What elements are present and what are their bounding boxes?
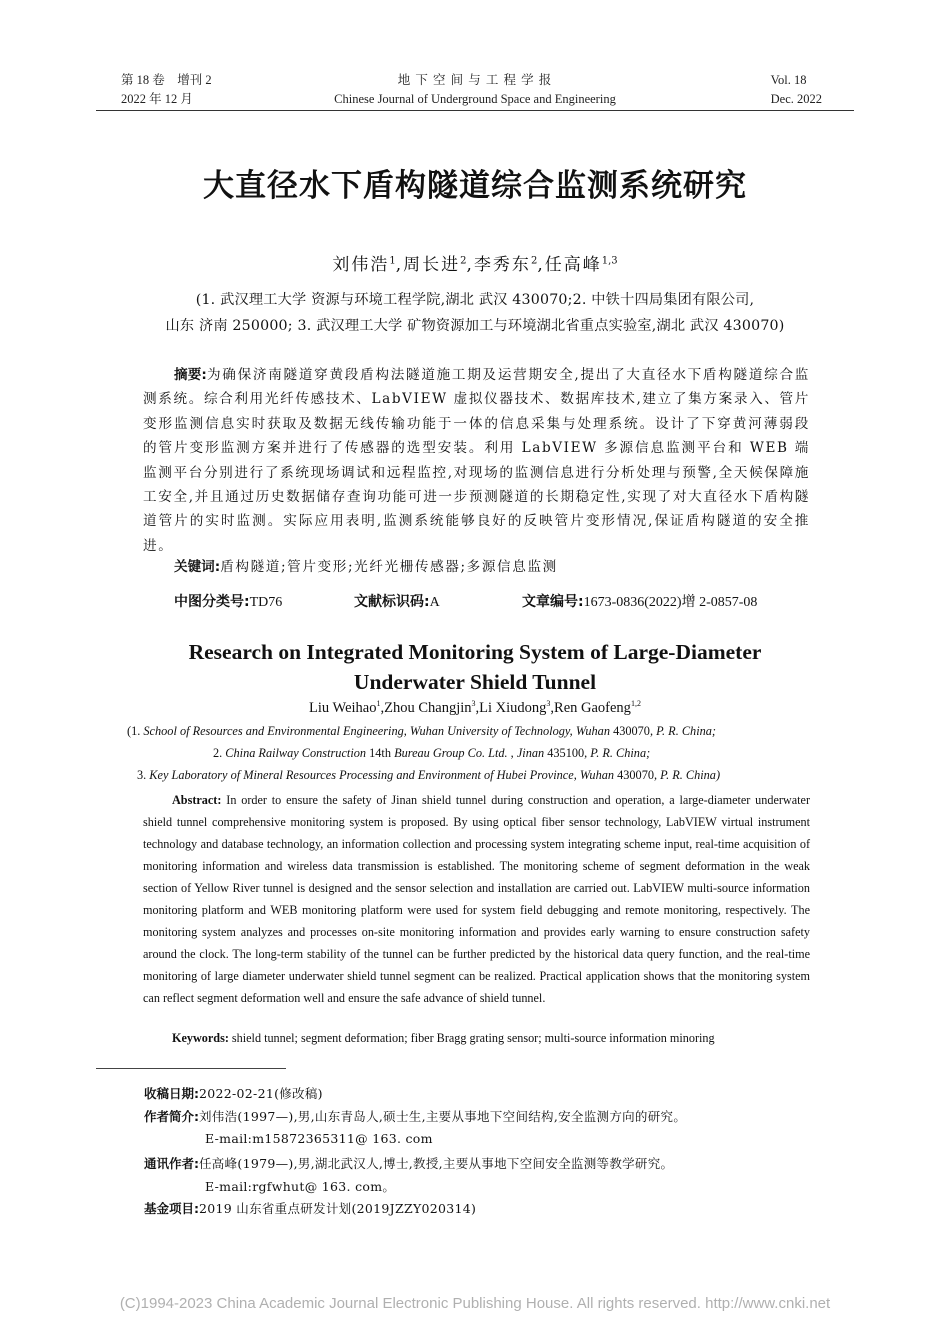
header-date: Vol. 18 Dec. 2022 <box>770 73 822 106</box>
corresponding-email: E-mail:rgfwhut@ 163. com。 <box>205 1179 396 1194</box>
header-journal: 地 下 空 间 与 工 程 学 报 Chinese Journal of Underground Space and Engineering <box>334 73 616 106</box>
copyright-footer: (C)1994-2023 China Academic Journal Electronic Publishing House. All rights reserved. http://www.cnki.net <box>119 1295 831 1312</box>
document-code: 文献标识码:A <box>354 594 440 610</box>
affiliation-cn-line2: 山东 济南 250000; 3. 武汉理工大学 矿物资源加工与环境湖北省重点实验室,湖北 武汉 430070) <box>165 318 785 334</box>
authors-cn: 刘伟浩$^1$,周长进$^2$,李秀东$^2$,任高峰$^{1,3}$ <box>332 255 618 275</box>
page-title: 大直径水下盾构隧道综合监测系统研究 <box>203 168 747 204</box>
affiliation-en-line1: (1. School of Resources and Environmental Engineering, Wuhan University of Technology, Wuhan 430070, P. R. China; <box>127 724 717 738</box>
header-rule <box>96 110 854 111</box>
affiliation-en-line3: 3. Key Laboratory of Mineral Resources Processing and Environment of Hubei Province, Wuhan 430070, P. R. China) <box>137 768 721 782</box>
authors-en: Liu Weihao$^1$,Zhou Changjin$^3$,Li Xiudong$^3$,Ren Gaofeng$^{1,2}$ <box>309 699 641 716</box>
author-email: E-mail:m15872365311@ 163. com <box>205 1131 433 1146</box>
abstract-en: Abstract: In order to ensure the safety of Jinan shield tunnel during construction and operation, a large-diameter underwater shield tunnel comprehensive monitoring system is proposed. By using optical fiber sensor technology, LabVIEW virtual instrument technology and database technology, an information collection and processing system integrating scheme input, real-time acquisition of monitoring information and wireless data transmission is established. The monitoring scheme of segment deformation in the weak section of Yellow River tunnel is designed and the sensor selection and installation are carried out. LabVIEW multi-source information monitoring platform and WEB monitoring platform were used for system field debugging and remote monitoring, respectively. The monitoring system analyzes and processes on-site monitoring information and provides early warning to ensure construction safety around the clock. The long-term stability of the tunnel can be further predicted by the historical data query function, and the real-time monitoring of large diameter underwater shield tunnel segment can be realized. Practical application shows that the monitoring system can reflect segment deformation well and ensure the safe advance of shield tunnel. <box>143 793 811 1005</box>
english-title-line1: Research on Integrated Monitoring System of Large-Diameter <box>188 640 762 664</box>
header-volume: 第 18 卷 增刊 2 2022 年 12 月 <box>121 73 212 106</box>
abstract-cn: 摘要:为确保济南隧道穿黄段盾构法隧道施工期及运营期安全,提出了大直径水下盾构隧道综合监测系统。综合利用光纤传感技术、LabVIEW 虚拟仪器技术、数据库技术,建立了集方案录入、管片变形监测信息实时获取及数据无线传输功能于一体的信息采集与处理系统。设计了下穿黄河薄弱段的管片变形监测方案并进行了传感器的选型安装。利用 LabVIEW 多源信息监测平台和 WEB 端监测平台分别进行了系统现场调试和远程监控,对现场的监测信息进行分析处理与预警,全天候保障施工安全,并且通过历史数据储存查询功能可进一步预测隧道的长期稳定性,实现了对大直径水下盾构隧道管片的实时监测。实际应用表明,监测系统能够良好的反映管片变形情况,保证盾构隧道的安全推进。 <box>143 367 810 554</box>
keywords-cn: 关键词:盾构隧道;管片变形;光纤光栅传感器;多源信息监测 <box>174 559 558 575</box>
clc-number: 中图分类号:TD76 <box>174 594 283 610</box>
footnote-rule <box>96 1068 286 1069</box>
english-title-line2: Underwater Shield Tunnel <box>353 670 597 694</box>
keywords-en: Keywords: shield tunnel; segment deformation; fiber Bragg grating sensor; multi-source information minoring <box>172 1031 715 1045</box>
affiliation-en-line2: 2. China Railway Construction 14th Bureau Group Co. Ltd. , Jinan 435100, P. R. China; <box>213 746 651 760</box>
author-bio: 作者简介:刘伟浩(1997—),男,山东青岛人,硕士生,主要从事地下空间结构,安全监测方向的研究。 <box>144 1109 687 1124</box>
affiliation-cn-line1: (1. 武汉理工大学 资源与环境工程学院,湖北 武汉 430070;2. 中铁十四局集团有限公司, <box>195 292 755 308</box>
fund-project: 基金项目:2019 山东省重点研发计划(2019JZZY020314) <box>144 1201 477 1216</box>
article-number: 文章编号:1673-0836(2022)增 2-0857-08 <box>522 594 758 610</box>
received-date: 收稿日期:2022-02-21(修改稿) <box>144 1086 323 1101</box>
corresponding-author: 通讯作者:任高峰(1979—),男,湖北武汉人,博士,教授,主要从事地下空间安全监测等教学研究。 <box>144 1156 674 1171</box>
